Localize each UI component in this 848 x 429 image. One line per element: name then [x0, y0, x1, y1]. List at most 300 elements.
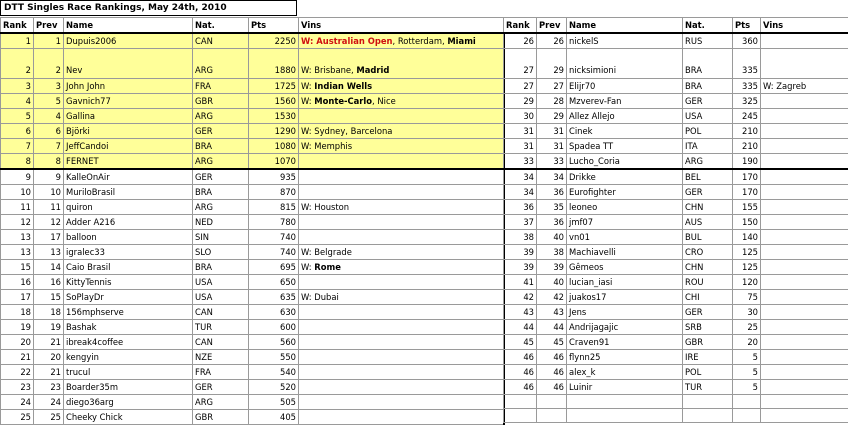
wins-cell[interactable]	[299, 200, 504, 215]
prev-cell[interactable]: 38	[537, 245, 567, 260]
points-cell[interactable]: 150	[733, 215, 761, 230]
points-cell[interactable]: 600	[249, 320, 299, 335]
header-name[interactable]: Name	[567, 18, 683, 34]
nationality-cell[interactable]: BRA	[683, 79, 733, 94]
wins-cell[interactable]	[761, 230, 848, 245]
nationality-cell[interactable]: ARG	[193, 395, 249, 410]
prev-cell[interactable]: 31	[537, 139, 567, 154]
rank-cell[interactable]: 11	[1, 200, 34, 215]
wins-cell[interactable]	[761, 169, 848, 185]
wins-cell[interactable]	[299, 260, 504, 275]
rank-cell[interactable]: 43	[504, 305, 537, 320]
prev-cell[interactable]: 15	[34, 290, 64, 305]
nationality-cell[interactable]: CHN	[683, 200, 733, 215]
nationality-cell[interactable]: ARG	[193, 154, 249, 170]
nationality-cell[interactable]: NZE	[193, 350, 249, 365]
prev-cell[interactable]: 40	[537, 275, 567, 290]
header-nat[interactable]: Nat.	[683, 18, 733, 34]
player-name-cell[interactable]: nicksimioni	[567, 49, 683, 79]
nationality-cell[interactable]: ARG	[193, 49, 249, 79]
points-cell[interactable]: 1530	[249, 109, 299, 124]
player-name-cell[interactable]: MuriloBrasil	[64, 185, 193, 200]
header-prev[interactable]: Prev	[34, 18, 64, 34]
rank-cell[interactable]: 5	[1, 109, 34, 124]
prev-cell[interactable]	[537, 409, 567, 423]
points-cell[interactable]: 25	[733, 320, 761, 335]
prev-cell[interactable]: 31	[537, 124, 567, 139]
player-name-cell[interactable]: Spadea TT	[567, 139, 683, 154]
points-cell[interactable]: 1290	[249, 124, 299, 139]
rank-cell[interactable]: 18	[1, 305, 34, 320]
player-name-cell[interactable]: jmf07	[567, 215, 683, 230]
prev-cell[interactable]: 3	[34, 79, 64, 94]
prev-cell[interactable]: 11	[34, 200, 64, 215]
rank-cell[interactable]: 42	[504, 290, 537, 305]
wins-cell[interactable]	[299, 290, 504, 305]
wins-cell[interactable]	[299, 350, 504, 365]
rank-cell[interactable]: 46	[504, 350, 537, 365]
header-wins[interactable]: Vins	[299, 18, 504, 34]
player-name-cell[interactable]: Mzverev-Fan	[567, 94, 683, 109]
player-name-cell[interactable]: igralec33	[64, 245, 193, 260]
player-name-cell[interactable]: vn01	[567, 230, 683, 245]
player-name-cell[interactable]: Björki	[64, 124, 193, 139]
header-name[interactable]: Name	[64, 18, 193, 34]
rank-cell[interactable]: 16	[1, 275, 34, 290]
rank-cell[interactable]: 1	[1, 33, 34, 49]
nationality-cell[interactable]: GER	[683, 185, 733, 200]
wins-cell[interactable]	[299, 94, 504, 109]
points-cell[interactable]: 5	[733, 380, 761, 395]
wins-cell[interactable]	[299, 245, 504, 260]
rank-cell[interactable]: 22	[1, 365, 34, 380]
player-name-cell[interactable]: Gêmeos	[567, 260, 683, 275]
player-name-cell[interactable]: Machiavelli	[567, 245, 683, 260]
points-cell[interactable]: 560	[249, 335, 299, 350]
wins-cell[interactable]	[761, 380, 848, 395]
nationality-cell[interactable]: NED	[193, 215, 249, 230]
wins-cell[interactable]	[761, 365, 848, 380]
points-cell[interactable]	[733, 395, 761, 409]
rank-cell[interactable]: 23	[1, 380, 34, 395]
player-name-cell[interactable]: juakos17	[567, 290, 683, 305]
nationality-cell[interactable]: CAN	[193, 305, 249, 320]
header-rank[interactable]: Rank	[1, 18, 34, 34]
nationality-cell[interactable]: CRO	[683, 245, 733, 260]
header-rank[interactable]: Rank	[504, 18, 537, 34]
wins-cell[interactable]	[761, 185, 848, 200]
points-cell[interactable]: 630	[249, 305, 299, 320]
player-name-cell[interactable]: Caio Brasil	[64, 260, 193, 275]
header-nat[interactable]: Nat.	[193, 18, 249, 34]
player-name-cell[interactable]: John John	[64, 79, 193, 94]
wins-cell[interactable]	[299, 139, 504, 154]
nationality-cell[interactable]: USA	[193, 290, 249, 305]
points-cell[interactable]: 5	[733, 365, 761, 380]
wins-cell[interactable]	[761, 109, 848, 124]
points-cell[interactable]: 1560	[249, 94, 299, 109]
wins-cell[interactable]	[299, 109, 504, 124]
rank-cell[interactable]: 17	[1, 290, 34, 305]
player-name-cell[interactable]: Dupuis2006	[64, 33, 193, 49]
prev-cell[interactable]: 42	[537, 290, 567, 305]
wins-cell[interactable]	[299, 154, 504, 170]
wins-cell[interactable]	[299, 410, 504, 425]
wins-cell[interactable]	[761, 154, 848, 170]
nationality-cell[interactable]: BRA	[193, 185, 249, 200]
wins-cell[interactable]	[761, 215, 848, 230]
wins-cell[interactable]	[299, 79, 504, 94]
player-name-cell[interactable]: Drikke	[567, 169, 683, 185]
rank-cell[interactable]	[504, 409, 537, 423]
points-cell[interactable]: 650	[249, 275, 299, 290]
prev-cell[interactable]: 7	[34, 139, 64, 154]
points-cell[interactable]: 1070	[249, 154, 299, 170]
player-name-cell[interactable]: FERNET	[64, 154, 193, 170]
player-name-cell[interactable]: Jens	[567, 305, 683, 320]
rank-cell[interactable]: 9	[1, 169, 34, 185]
points-cell[interactable]: 780	[249, 215, 299, 230]
rank-cell[interactable]: 31	[504, 139, 537, 154]
prev-cell[interactable]: 36	[537, 185, 567, 200]
player-name-cell[interactable]: alex_k	[567, 365, 683, 380]
wins-cell[interactable]	[761, 139, 848, 154]
nationality-cell[interactable]: CAN	[193, 335, 249, 350]
wins-cell[interactable]	[299, 185, 504, 200]
nationality-cell[interactable]	[683, 409, 733, 423]
player-name-cell[interactable]: Andrijagajic	[567, 320, 683, 335]
points-cell[interactable]: 5	[733, 350, 761, 365]
points-cell[interactable]: 75	[733, 290, 761, 305]
player-name-cell[interactable]: Bashak	[64, 320, 193, 335]
prev-cell[interactable]: 5	[34, 94, 64, 109]
nationality-cell[interactable]: GBR	[683, 335, 733, 350]
prev-cell[interactable]: 35	[537, 200, 567, 215]
points-cell[interactable]: 125	[733, 245, 761, 260]
points-cell[interactable]: 740	[249, 245, 299, 260]
prev-cell[interactable]: 6	[34, 124, 64, 139]
points-cell[interactable]: 140	[733, 230, 761, 245]
prev-cell[interactable]: 46	[537, 365, 567, 380]
player-name-cell[interactable]: quiron	[64, 200, 193, 215]
header-pts[interactable]: Pts	[249, 18, 299, 34]
points-cell[interactable]: 360	[733, 33, 761, 49]
points-cell[interactable]: 405	[249, 410, 299, 425]
points-cell[interactable]: 2250	[249, 33, 299, 49]
rank-cell[interactable]	[504, 395, 537, 409]
rank-cell[interactable]: 29	[504, 94, 537, 109]
prev-cell[interactable]: 29	[537, 109, 567, 124]
prev-cell[interactable]: 8	[34, 154, 64, 170]
points-cell[interactable]: 120	[733, 275, 761, 290]
points-cell[interactable]: 635	[249, 290, 299, 305]
player-name-cell[interactable]: Allez Allejo	[567, 109, 683, 124]
player-name-cell[interactable]: Gavnich77	[64, 94, 193, 109]
player-name-cell[interactable]	[567, 395, 683, 409]
prev-cell[interactable]: 24	[34, 395, 64, 410]
wins-cell[interactable]	[299, 275, 504, 290]
nationality-cell[interactable]: ITA	[683, 139, 733, 154]
points-cell[interactable]: 1080	[249, 139, 299, 154]
prev-cell[interactable]: 46	[537, 350, 567, 365]
wins-cell[interactable]	[761, 49, 848, 79]
nationality-cell[interactable]: BUL	[683, 230, 733, 245]
prev-cell[interactable]: 43	[537, 305, 567, 320]
nationality-cell[interactable]: GBR	[193, 94, 249, 109]
player-name-cell[interactable]: leoneo	[567, 200, 683, 215]
nationality-cell[interactable]: CHI	[683, 290, 733, 305]
points-cell[interactable]: 540	[249, 365, 299, 380]
rank-cell[interactable]: 37	[504, 215, 537, 230]
nationality-cell[interactable]: SIN	[193, 230, 249, 245]
prev-cell[interactable]: 18	[34, 305, 64, 320]
prev-cell[interactable]	[537, 395, 567, 409]
player-name-cell[interactable]: Boarder35m	[64, 380, 193, 395]
nationality-cell[interactable]: GBR	[193, 410, 249, 425]
player-name-cell[interactable]: ibreak4coffee	[64, 335, 193, 350]
prev-cell[interactable]: 14	[34, 260, 64, 275]
rank-cell[interactable]: 34	[504, 169, 537, 185]
rank-cell[interactable]: 41	[504, 275, 537, 290]
prev-cell[interactable]: 17	[34, 230, 64, 245]
nationality-cell[interactable]: POL	[683, 124, 733, 139]
points-cell[interactable]: 170	[733, 169, 761, 185]
nationality-cell[interactable]: BRA	[193, 260, 249, 275]
nationality-cell[interactable]: BEL	[683, 169, 733, 185]
nationality-cell[interactable]	[683, 395, 733, 409]
wins-cell[interactable]	[761, 350, 848, 365]
player-name-cell[interactable]: balloon	[64, 230, 193, 245]
nationality-cell[interactable]: AUS	[683, 215, 733, 230]
prev-cell[interactable]: 21	[34, 365, 64, 380]
wins-cell[interactable]	[761, 290, 848, 305]
wins-cell[interactable]	[299, 49, 504, 79]
prev-cell[interactable]: 27	[537, 79, 567, 94]
prev-cell[interactable]: 26	[537, 33, 567, 49]
rank-cell[interactable]: 13	[1, 230, 34, 245]
prev-cell[interactable]: 2	[34, 49, 64, 79]
prev-cell[interactable]: 23	[34, 380, 64, 395]
rank-cell[interactable]: 20	[1, 335, 34, 350]
rank-cell[interactable]: 12	[1, 215, 34, 230]
player-name-cell[interactable]: Luinir	[567, 380, 683, 395]
nationality-cell[interactable]: USA	[193, 275, 249, 290]
points-cell[interactable]: 335	[733, 49, 761, 79]
nationality-cell[interactable]: CHN	[683, 260, 733, 275]
points-cell[interactable]: 155	[733, 200, 761, 215]
points-cell[interactable]: 190	[733, 154, 761, 170]
nationality-cell[interactable]: ARG	[683, 154, 733, 170]
rank-cell[interactable]: 24	[1, 395, 34, 410]
nationality-cell[interactable]: IRE	[683, 350, 733, 365]
player-name-cell[interactable]: lucian_iasi	[567, 275, 683, 290]
rank-cell[interactable]: 33	[504, 154, 537, 170]
header-pts[interactable]: Pts	[733, 18, 761, 34]
wins-cell[interactable]	[761, 200, 848, 215]
player-name-cell[interactable]: nickelS	[567, 33, 683, 49]
prev-cell[interactable]: 46	[537, 380, 567, 395]
player-name-cell[interactable]: Cinek	[567, 124, 683, 139]
prev-cell[interactable]: 28	[537, 94, 567, 109]
prev-cell[interactable]: 10	[34, 185, 64, 200]
prev-cell[interactable]: 13	[34, 245, 64, 260]
wins-cell[interactable]: W: Zagreb	[761, 79, 848, 94]
wins-cell[interactable]	[761, 245, 848, 260]
nationality-cell[interactable]: SLO	[193, 245, 249, 260]
nationality-cell[interactable]: USA	[683, 109, 733, 124]
nationality-cell[interactable]: POL	[683, 365, 733, 380]
points-cell[interactable]: 210	[733, 124, 761, 139]
nationality-cell[interactable]: SRB	[683, 320, 733, 335]
player-name-cell[interactable]: Craven91	[567, 335, 683, 350]
points-cell[interactable]: 210	[733, 139, 761, 154]
header-wins[interactable]: Vins	[761, 18, 848, 34]
nationality-cell[interactable]: RUS	[683, 33, 733, 49]
nationality-cell[interactable]: ARG	[193, 200, 249, 215]
points-cell[interactable]: 550	[249, 350, 299, 365]
points-cell[interactable]	[733, 409, 761, 423]
rank-cell[interactable]: 6	[1, 124, 34, 139]
points-cell[interactable]: 520	[249, 380, 299, 395]
wins-cell[interactable]	[299, 335, 504, 350]
rank-cell[interactable]: 15	[1, 260, 34, 275]
rank-cell[interactable]: 38	[504, 230, 537, 245]
points-cell[interactable]: 30	[733, 305, 761, 320]
rank-cell[interactable]: 21	[1, 350, 34, 365]
rank-cell[interactable]: 19	[1, 320, 34, 335]
player-name-cell[interactable]: Cheeky Chick	[64, 410, 193, 425]
wins-cell[interactable]	[761, 260, 848, 275]
wins-cell[interactable]	[299, 320, 504, 335]
wins-cell[interactable]	[761, 275, 848, 290]
points-cell[interactable]: 335	[733, 79, 761, 94]
rank-cell[interactable]: 45	[504, 335, 537, 350]
player-name-cell[interactable]: diego36arg	[64, 395, 193, 410]
nationality-cell[interactable]: CAN	[193, 33, 249, 49]
nationality-cell[interactable]: BRA	[193, 139, 249, 154]
wins-cell[interactable]	[761, 124, 848, 139]
wins-cell[interactable]	[761, 320, 848, 335]
prev-cell[interactable]: 1	[34, 33, 64, 49]
points-cell[interactable]: 325	[733, 94, 761, 109]
player-name-cell[interactable]: Nev	[64, 49, 193, 79]
nationality-cell[interactable]: FRA	[193, 79, 249, 94]
points-cell[interactable]: 505	[249, 395, 299, 410]
player-name-cell[interactable]: Elijr70	[567, 79, 683, 94]
points-cell[interactable]: 245	[733, 109, 761, 124]
nationality-cell[interactable]: GER	[683, 94, 733, 109]
wins-cell[interactable]	[761, 305, 848, 320]
nationality-cell[interactable]: GER	[683, 305, 733, 320]
rank-cell[interactable]: 27	[504, 49, 537, 79]
rank-cell[interactable]: 30	[504, 109, 537, 124]
rank-cell[interactable]: 27	[504, 79, 537, 94]
rank-cell[interactable]: 39	[504, 245, 537, 260]
rank-cell[interactable]: 39	[504, 260, 537, 275]
rank-cell[interactable]: 2	[1, 49, 34, 79]
wins-cell[interactable]	[299, 33, 504, 49]
player-name-cell[interactable]: Adder A216	[64, 215, 193, 230]
header-prev[interactable]: Prev	[537, 18, 567, 34]
points-cell[interactable]: 125	[733, 260, 761, 275]
rank-cell[interactable]: 8	[1, 154, 34, 170]
prev-cell[interactable]: 34	[537, 169, 567, 185]
nationality-cell[interactable]: FRA	[193, 365, 249, 380]
wins-cell[interactable]	[761, 395, 848, 409]
wins-cell[interactable]	[299, 215, 504, 230]
player-name-cell[interactable]: KittyTennis	[64, 275, 193, 290]
wins-cell[interactable]	[299, 380, 504, 395]
player-name-cell[interactable]: JeffCandoi	[64, 139, 193, 154]
rank-cell[interactable]: 7	[1, 139, 34, 154]
wins-cell[interactable]	[299, 305, 504, 320]
rank-cell[interactable]: 25	[1, 410, 34, 425]
player-name-cell[interactable]: flynn25	[567, 350, 683, 365]
points-cell[interactable]: 1725	[249, 79, 299, 94]
rank-cell[interactable]: 4	[1, 94, 34, 109]
prev-cell[interactable]: 9	[34, 169, 64, 185]
player-name-cell[interactable]: KalleOnAir	[64, 169, 193, 185]
nationality-cell[interactable]: GER	[193, 380, 249, 395]
player-name-cell[interactable]: Gallina	[64, 109, 193, 124]
points-cell[interactable]: 170	[733, 185, 761, 200]
prev-cell[interactable]: 36	[537, 215, 567, 230]
player-name-cell[interactable]: Lucho_Coria	[567, 154, 683, 170]
nationality-cell[interactable]: GER	[193, 124, 249, 139]
prev-cell[interactable]: 44	[537, 320, 567, 335]
prev-cell[interactable]: 16	[34, 275, 64, 290]
rank-cell[interactable]: 31	[504, 124, 537, 139]
prev-cell[interactable]: 20	[34, 350, 64, 365]
prev-cell[interactable]: 29	[537, 49, 567, 79]
points-cell[interactable]: 20	[733, 335, 761, 350]
prev-cell[interactable]: 33	[537, 154, 567, 170]
player-name-cell[interactable]: kengyin	[64, 350, 193, 365]
player-name-cell[interactable]: trucul	[64, 365, 193, 380]
wins-cell[interactable]	[761, 33, 848, 49]
player-name-cell[interactable]: Eurofighter	[567, 185, 683, 200]
wins-cell[interactable]	[761, 94, 848, 109]
prev-cell[interactable]: 12	[34, 215, 64, 230]
wins-cell[interactable]	[761, 409, 848, 423]
points-cell[interactable]: 1880	[249, 49, 299, 79]
rank-cell[interactable]: 13	[1, 245, 34, 260]
prev-cell[interactable]: 19	[34, 320, 64, 335]
player-name-cell[interactable]: SoPlayDr	[64, 290, 193, 305]
nationality-cell[interactable]: ARG	[193, 109, 249, 124]
wins-cell[interactable]	[299, 230, 504, 245]
prev-cell[interactable]: 40	[537, 230, 567, 245]
nationality-cell[interactable]: GER	[193, 169, 249, 185]
wins-cell[interactable]	[299, 365, 504, 380]
prev-cell[interactable]: 4	[34, 109, 64, 124]
wins-cell[interactable]	[299, 169, 504, 185]
prev-cell[interactable]: 25	[34, 410, 64, 425]
rank-cell[interactable]: 46	[504, 380, 537, 395]
points-cell[interactable]: 740	[249, 230, 299, 245]
points-cell[interactable]: 870	[249, 185, 299, 200]
wins-cell[interactable]	[299, 124, 504, 139]
wins-cell[interactable]	[761, 335, 848, 350]
nationality-cell[interactable]: ROU	[683, 275, 733, 290]
rank-cell[interactable]: 34	[504, 185, 537, 200]
prev-cell[interactable]: 21	[34, 335, 64, 350]
prev-cell[interactable]: 39	[537, 260, 567, 275]
prev-cell[interactable]: 45	[537, 335, 567, 350]
player-name-cell[interactable]	[567, 409, 683, 423]
rank-cell[interactable]: 10	[1, 185, 34, 200]
points-cell[interactable]: 695	[249, 260, 299, 275]
